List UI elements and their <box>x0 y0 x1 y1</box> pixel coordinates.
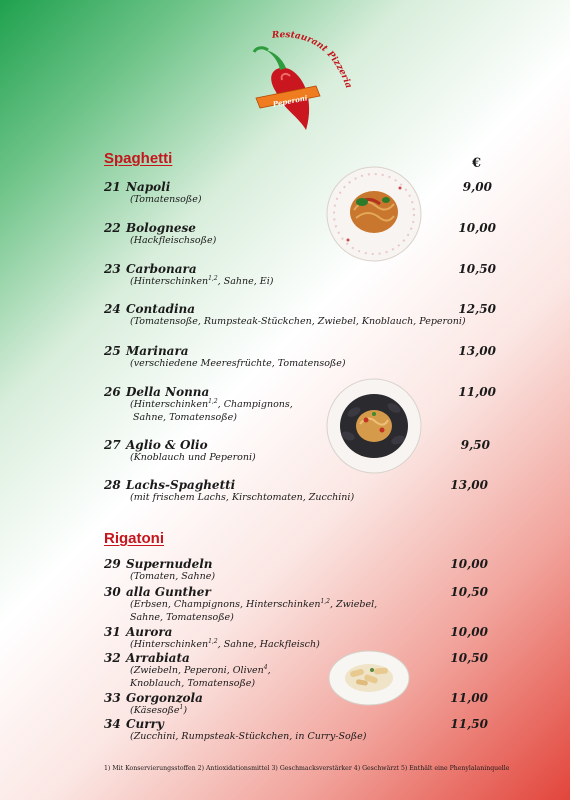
item-price: 10,50 <box>450 585 488 599</box>
currency-symbol: € <box>472 156 482 171</box>
item-price: 13,00 <box>450 478 488 492</box>
allergen-footnote: 1) Mit Konservierungsstoffen 2) Antioxidationsmittel 3) Geschmacksverstärker 4) Geschwärzt 5) Enthält eine Phenylalaninquelle <box>104 765 510 772</box>
item-price: 9,50 <box>460 438 490 452</box>
spaghetti-mussels-photo <box>326 378 422 474</box>
item-description: (Käsesoße$^1$) <box>130 703 188 716</box>
item-name: Supernudeln <box>126 557 213 571</box>
item-price: 11,50 <box>450 717 488 731</box>
logo-banner-text: Peperoni <box>272 93 309 109</box>
item-number: 28 <box>104 478 121 492</box>
item-price: 10,00 <box>458 221 496 235</box>
item-description: (Hinterschinken$^{1,2}$, Sahne, Hackfleisch) <box>130 637 320 650</box>
item-name: Bolognese <box>126 221 196 235</box>
item-name: alla Gunther <box>126 585 211 599</box>
item-price: 10,00 <box>450 557 488 571</box>
item-name: Napoli <box>126 180 171 194</box>
item-name: Curry <box>126 717 164 731</box>
item-number: 27 <box>104 438 121 452</box>
item-price: 10,50 <box>450 651 488 665</box>
section-title-spaghetti: Spaghetti <box>104 150 173 167</box>
item-number: 29 <box>104 557 121 571</box>
item-description: (Zucchini, Rumpsteak-Stückchen, in Curry-Soße) <box>130 731 367 742</box>
item-description: (Tomatensoße, Rumpsteak-Stückchen, Zwiebel, Knoblauch, Peperoni) <box>130 316 466 327</box>
item-price: 11,00 <box>458 385 496 399</box>
restaurant-logo <box>232 30 362 140</box>
item-description: (verschiedene Meeresfrüchte, Tomatensoße) <box>130 358 346 369</box>
item-description: (Erbsen, Champignons, Hinterschinken$^{1,2}$, Zwiebel, Sahne, Tomatensoße) <box>130 597 378 623</box>
item-number: 24 <box>104 302 121 316</box>
item-description: (Zwiebeln, Peperoni, Oliven$^4$, Knoblauch, Tomatensoße) <box>130 663 271 689</box>
item-price: 10,00 <box>450 625 488 639</box>
item-price: 11,00 <box>450 691 488 705</box>
item-description: (Tomaten, Sahne) <box>130 571 216 582</box>
logo-arc-text: Restaurant Pizzeria <box>271 30 354 90</box>
item-number: 32 <box>104 651 121 665</box>
item-number: 33 <box>104 691 121 705</box>
item-number: 25 <box>104 344 121 358</box>
item-name: Contadina <box>126 302 196 316</box>
item-price: 12,50 <box>458 302 496 316</box>
item-name: Aurora <box>126 625 173 639</box>
item-name: Gorgonzola <box>126 691 203 705</box>
section-title-rigatoni: Rigatoni <box>104 530 164 547</box>
item-description: (Hinterschinken$^{1,2}$, Champignons, Sahne, Tomatensoße) <box>130 397 293 423</box>
item-price: 13,00 <box>458 344 496 358</box>
item-name: Arrabiata <box>126 651 190 665</box>
item-number: 31 <box>104 625 121 639</box>
item-number: 22 <box>104 221 121 235</box>
item-name: Lachs-Spaghetti <box>126 478 236 492</box>
item-name: Carbonara <box>126 262 197 276</box>
item-number: 23 <box>104 262 121 276</box>
item-description: (Hackfleischsoße) <box>130 235 217 246</box>
item-price: 9,00 <box>462 180 492 194</box>
item-price: 10,50 <box>458 262 496 276</box>
item-name: Marinara <box>126 344 189 358</box>
item-number: 26 <box>104 385 121 399</box>
spaghetti-napoli-photo <box>326 166 422 262</box>
item-name: Aglio & Olio <box>126 438 208 452</box>
item-description: (Tomatensoße) <box>130 194 202 205</box>
item-description: (Hinterschinken$^{1,2}$, Sahne, Ei) <box>130 274 274 287</box>
item-name: Della Nonna <box>126 385 210 399</box>
item-number: 21 <box>104 180 121 194</box>
item-number: 30 <box>104 585 121 599</box>
item-description: (Knoblauch und Peperoni) <box>130 452 256 463</box>
rigatoni-photo <box>328 650 410 706</box>
item-number: 34 <box>104 717 121 731</box>
item-description: (mit frischem Lachs, Kirschtomaten, Zucchini) <box>130 492 355 503</box>
